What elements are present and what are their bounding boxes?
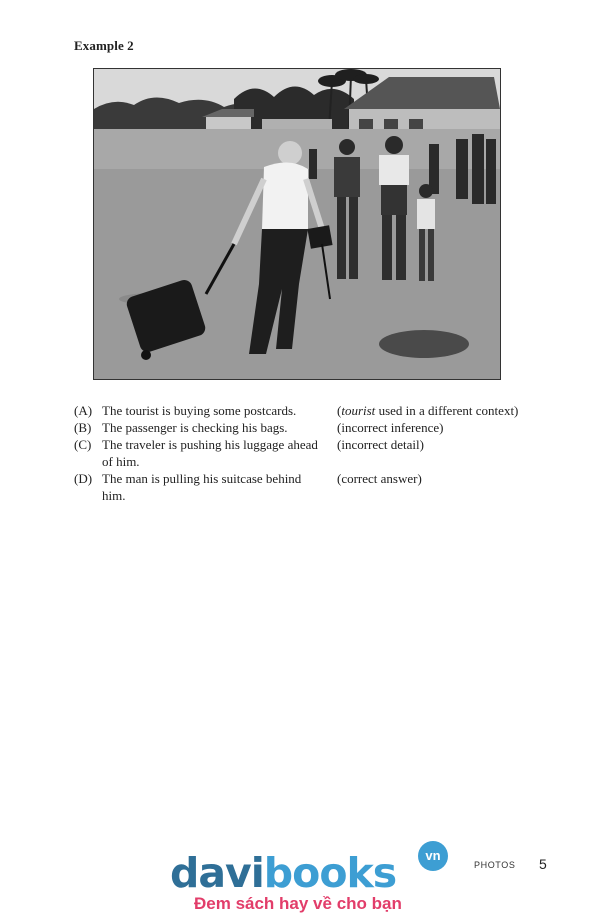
option-text: The traveler is pushing his luggage ahead of him. bbox=[102, 437, 318, 469]
option-letter: (B) bbox=[74, 420, 92, 435]
option-text: The passenger is checking his bags. bbox=[102, 420, 288, 435]
page-number: 5 bbox=[539, 856, 547, 872]
option-c bbox=[74, 436, 544, 470]
option-note: (incorrect inference) bbox=[337, 420, 444, 435]
logo-vn-badge: vn bbox=[418, 841, 448, 871]
logo-tagline: Đem sách hay về cho bạn bbox=[194, 894, 402, 913]
option-d bbox=[74, 470, 544, 504]
logo-wordmark: davibooks bbox=[170, 849, 397, 897]
davibooks-logo bbox=[170, 850, 460, 920]
option-letter: (D) bbox=[74, 471, 93, 486]
example-heading: Example 2 bbox=[74, 38, 134, 53]
option-letter: (A) bbox=[74, 403, 93, 418]
option-text: The tourist is buying some postcards. bbox=[102, 403, 297, 418]
option-note: (incorrect detail) bbox=[337, 437, 424, 452]
option-note: (correct answer) bbox=[337, 471, 422, 486]
option-note: (tourist used in a different context) bbox=[337, 403, 519, 418]
example-photo bbox=[93, 68, 501, 380]
option-text: The man is pulling his suitcase behind him. bbox=[102, 471, 302, 503]
note-emphasis: tourist bbox=[341, 403, 376, 418]
answer-options bbox=[74, 402, 544, 504]
option-a bbox=[74, 402, 544, 419]
option-b bbox=[74, 419, 544, 436]
footer-section-label: PHOTOS bbox=[474, 860, 516, 870]
option-letter: (C) bbox=[74, 437, 92, 452]
airport-tarmac-illustration bbox=[94, 69, 500, 379]
